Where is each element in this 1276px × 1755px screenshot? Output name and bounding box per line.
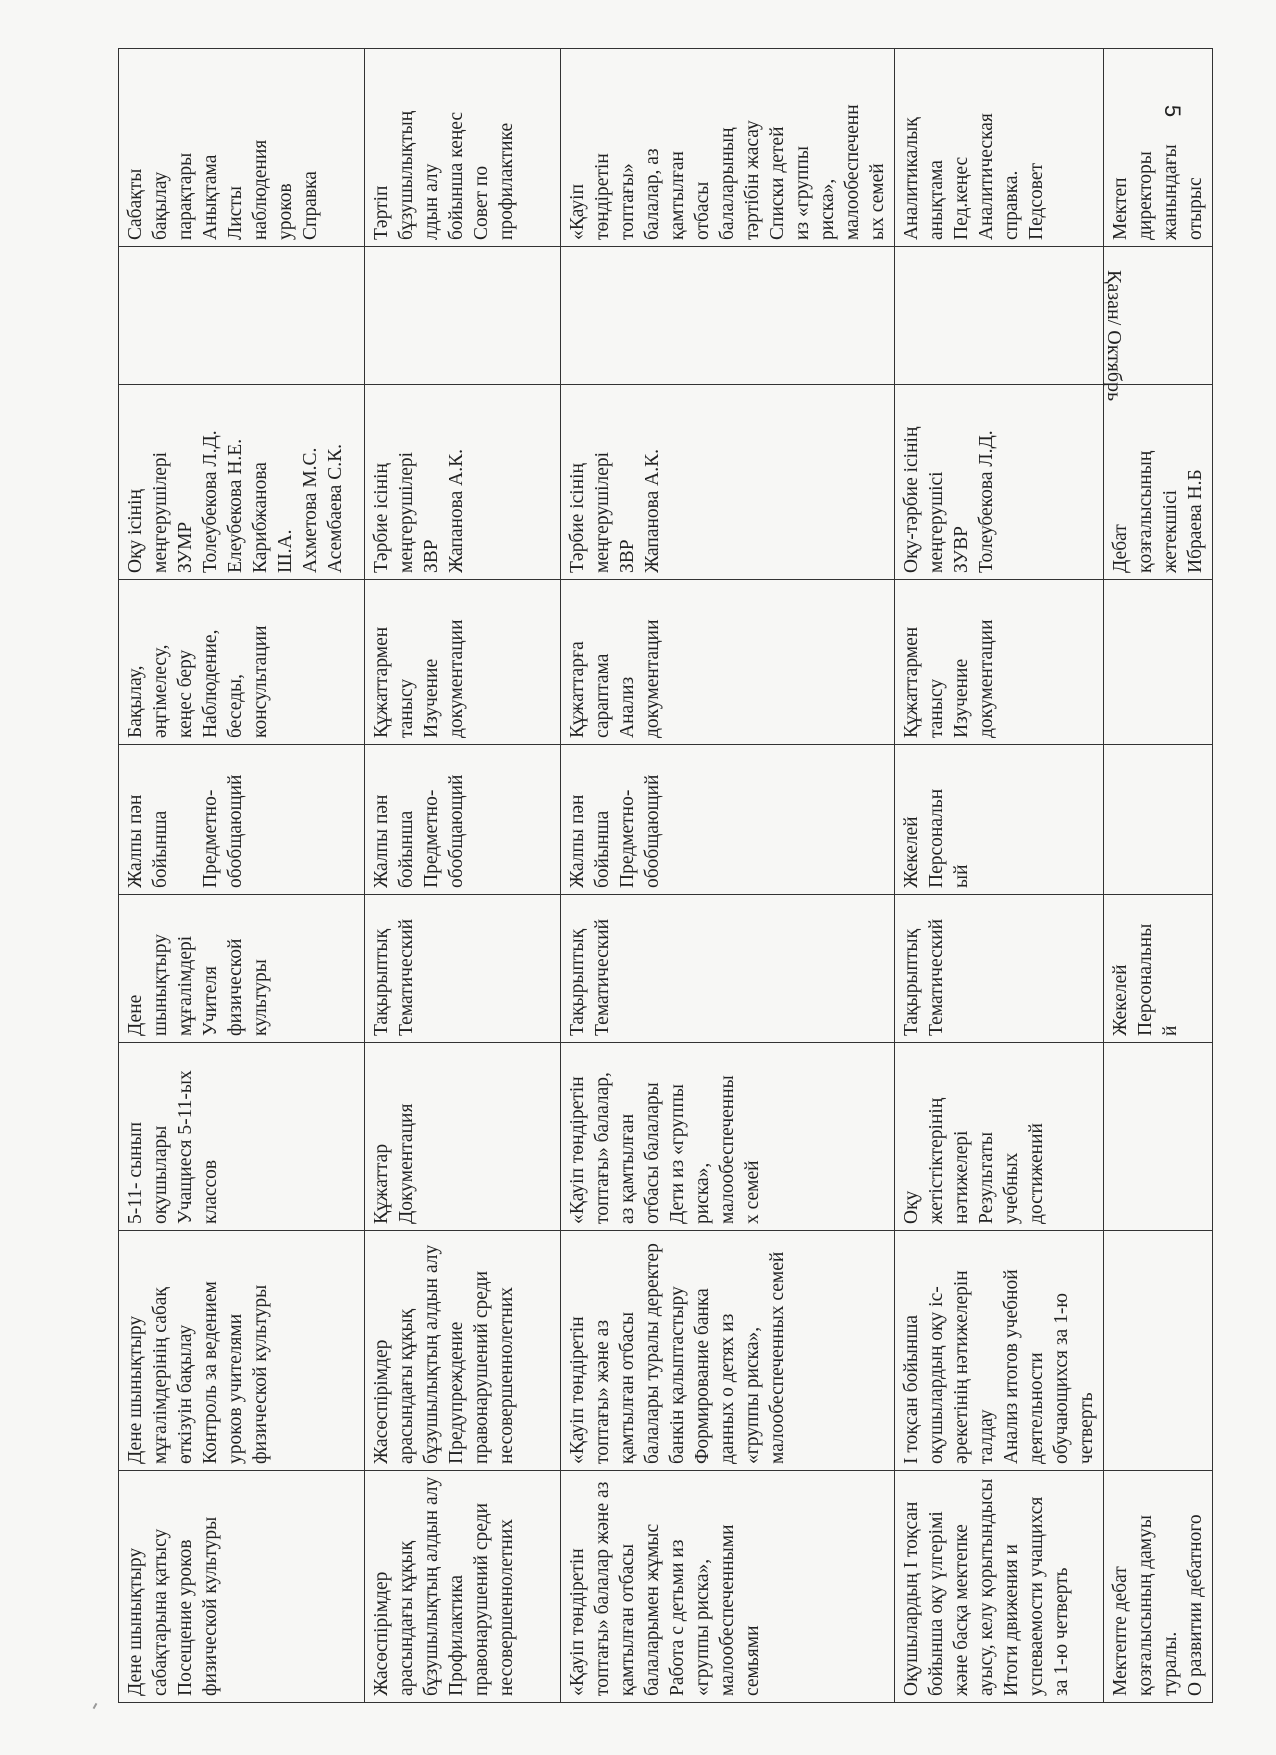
cell-line [173, 751, 198, 888]
object-cell [561, 1043, 895, 1231]
cell-line: Справка [300, 171, 321, 240]
place-cell [561, 247, 895, 385]
cell-line: риска», [692, 1162, 713, 1224]
cell-line: туралы. [1160, 1631, 1181, 1696]
goal-cell [119, 1231, 365, 1471]
result-cell [561, 49, 895, 247]
object-cell [119, 1043, 365, 1231]
cell-line: жетістіктерінің [926, 1097, 947, 1224]
cell-line: данных о детях из [717, 1313, 738, 1464]
cell-line: Списки детей [767, 126, 788, 240]
cell-line: қозғалысының дамуы [1135, 1515, 1156, 1696]
page-number: 5 [1160, 104, 1186, 118]
methods-cell [561, 580, 895, 745]
cell-line: бойынша [592, 810, 613, 888]
cell-line: ЗУВР [951, 526, 972, 573]
place-cell [119, 247, 365, 385]
cell-line: Листы [225, 186, 246, 240]
table-row [561, 49, 895, 1703]
cell-line: Жалпы пән [371, 794, 392, 888]
cell-line: Предметно- [617, 789, 638, 888]
object-cell [895, 1043, 1104, 1231]
cell-line: культуры [250, 959, 271, 1036]
cell-line: классов [200, 1159, 221, 1224]
cell-line: малообеспеченных семей [767, 1251, 788, 1464]
form-cell [119, 745, 365, 895]
cell-line: меңгерушісі [926, 471, 947, 573]
cell-line: Мектепте дебат [1110, 1566, 1131, 1696]
cell-line: Жалпы пән [125, 794, 146, 888]
table-row [119, 49, 365, 1703]
topic-cell [561, 1471, 895, 1703]
methods-cell [119, 580, 365, 745]
result-cell [365, 49, 561, 247]
cell-line: Оқу ісінің [125, 489, 146, 573]
cell-line: сабақтарына қатысу [150, 1528, 171, 1696]
cell-line: қамтылған отбасы [617, 1543, 638, 1696]
cell-line: Оқу-тәрбие ісінің [901, 426, 922, 573]
cell-line: ЗУМР [175, 521, 196, 573]
form-cell [1104, 745, 1213, 895]
cell-line: обучающихся за 1-ю [1051, 1293, 1072, 1464]
cell-line: бойынша оқу үлгерімі [926, 1511, 947, 1696]
cell-line: Тәртіп [371, 185, 392, 240]
cell-line: риска», [817, 178, 838, 240]
cell-line: Тәрбие ісінің [567, 463, 588, 573]
cell-line: Елеубекова Н.Е. [225, 438, 246, 573]
cell-line: отбасы [692, 181, 713, 240]
type-cell [119, 895, 365, 1043]
cell-line: кеңес беру [175, 649, 196, 738]
form-cell [895, 745, 1104, 895]
cell-line: топтағы» [617, 163, 638, 240]
cell-line: Наблюдение, [200, 629, 221, 738]
cell-line: лдын алу [421, 163, 442, 240]
cell-line: Тақырыптық [567, 928, 588, 1036]
cell-line: бойынша кеңес [446, 111, 467, 240]
cell-line: Формирование банка [692, 1288, 713, 1464]
cell-line: Сабақты [125, 168, 146, 240]
cell-line: Пед.кеңес [951, 156, 972, 240]
cell-line: «группы риска», [692, 1558, 713, 1696]
result-cell [119, 49, 365, 247]
cell-line: «Қауіп төндіретін [567, 1548, 588, 1696]
cell-line: справка. [1001, 170, 1022, 240]
cell-line: й [1160, 1025, 1181, 1036]
cell-line: бұзушылықтың алдын алу [421, 1244, 442, 1464]
cell-line: жетекшісі [1160, 489, 1181, 573]
cell-line: балаларының [717, 127, 738, 240]
cell-line: директоры [1135, 151, 1156, 240]
cell-line: балаларымен жұмыс [642, 1523, 663, 1696]
topic-cell [1104, 1471, 1213, 1703]
cell-line: оқушылардың оқу іс- [926, 1286, 947, 1464]
cell-line: Толеубекова Л.Д. [200, 430, 221, 573]
cell-line: физической культуры [250, 1284, 271, 1464]
object-cell [365, 1043, 561, 1231]
cell-line: Жекелей [901, 816, 922, 888]
cell-line: талдау [976, 1409, 997, 1464]
cell-line: Предметно- [200, 789, 221, 888]
cell-line: документации [446, 619, 467, 738]
cell-line: достижений [1026, 1123, 1047, 1224]
cell-line: за 1-ю четверть [1051, 1567, 1072, 1696]
cell-line: О развитии дебатного [1185, 1514, 1206, 1696]
cell-line: Жасөспірімдер [371, 1339, 392, 1464]
cell-line: Тақырыптық [901, 928, 922, 1036]
scan-mark [93, 1703, 98, 1709]
cell-line: Жапанова А.К. [642, 449, 663, 573]
topic-cell [119, 1471, 365, 1703]
cell-line: 5-11- сынып [125, 1121, 146, 1224]
cell-line: Ахметова М.С. [300, 447, 321, 573]
cell-line: танысу [396, 678, 417, 738]
goal-cell [561, 1231, 895, 1471]
month-label-wrap [1102, 270, 1132, 430]
cell-line: Учащиеся 5-11-ых [175, 1070, 196, 1224]
topic-cell [365, 1471, 561, 1703]
cell-line: Оқушылардың І тоқсан [901, 1501, 922, 1696]
cell-line: «Қауіп [567, 183, 588, 240]
result-cell [1104, 49, 1213, 247]
cell-line: Жекелей [1110, 964, 1131, 1036]
cell-line: Құжаттармен [901, 626, 922, 738]
month-label: Қазан/ Октябрь [1103, 270, 1125, 402]
cell-line: Учителя [200, 966, 221, 1036]
cell-line: ый [951, 864, 972, 888]
cell-line: топтағы» балалар және аз [592, 1481, 613, 1696]
cell-line: семьями [742, 1625, 763, 1696]
cell-line: деятельности [1026, 1352, 1047, 1464]
cell-line: анықтама [926, 160, 947, 240]
cell-line: малообеспеченными [717, 1524, 738, 1696]
cell-line: правонарушений среди [471, 1270, 492, 1464]
responsible-cell [119, 385, 365, 580]
cell-line: Тақырыптық [371, 928, 392, 1036]
cell-line: меңгерушілері [150, 451, 171, 573]
cell-line: меңгерушілері [396, 451, 417, 573]
cell-line: Профилактика [446, 1574, 467, 1696]
cell-line: Асембаева С.К. [325, 444, 346, 573]
cell-line: Аналитическая [976, 113, 997, 240]
cell-line: Результаты [976, 1131, 997, 1224]
place-cell [895, 247, 1104, 385]
cell-line: Толеубекова Л.Д. [976, 430, 997, 573]
form-cell [561, 745, 895, 895]
cell-line: тәртібін жасау [742, 120, 763, 240]
cell-line: малообеспеченн [842, 104, 863, 240]
responsible-cell [561, 385, 895, 580]
type-cell [365, 895, 561, 1043]
cell-line: аз қамтылған [617, 1113, 638, 1224]
cell-line: Оқу [901, 1190, 922, 1224]
cell-line: І тоқсан бойынша [901, 1314, 922, 1464]
cell-line: өткізуін бақылау [175, 1324, 196, 1464]
cell-line: меңгерушілері [592, 451, 613, 573]
cell-line: Предметно- [421, 789, 442, 888]
cell-line: қозғалысының [1135, 450, 1156, 573]
cell-line: Ибраева Н.Б [1185, 469, 1206, 573]
cell-line: танысу [926, 678, 947, 738]
type-cell [1104, 895, 1213, 1043]
cell-line: топтағы» балалар, [592, 1072, 613, 1224]
table-row [365, 49, 561, 1703]
cell-line: Жасөспірімдер [371, 1571, 392, 1696]
goal-cell [895, 1231, 1104, 1471]
cell-line: успеваемости учащихся [1026, 1496, 1047, 1696]
goal-cell [365, 1231, 561, 1471]
cell-line: Педсовет [1026, 162, 1047, 240]
cell-line: бойынша [150, 810, 171, 888]
cell-line: әрекетінің нәтижелерін [951, 1270, 972, 1464]
cell-line: отырыс [1185, 177, 1206, 240]
cell-line: Документация [396, 1103, 417, 1224]
cell-line: «Қауіп төндіретін [567, 1076, 588, 1224]
cell-line: уроков учителями [225, 1313, 246, 1464]
cell-line: Тематический [592, 918, 613, 1036]
object-cell [1104, 1043, 1213, 1231]
cell-line: физической культуры [200, 1516, 221, 1696]
cell-line: Құжаттармен [371, 626, 392, 738]
cell-line: правонарушений среди [471, 1502, 492, 1696]
cell-line: Изучение [421, 658, 442, 738]
cell-line: Персональн [926, 788, 947, 888]
cell-line: малообеспеченны [717, 1075, 738, 1224]
cell-line: шынықтыру [150, 934, 171, 1036]
rotated-table-container [118, 49, 1206, 1703]
goal-cell [1104, 1231, 1213, 1471]
cell-line: қамтылған [667, 151, 688, 240]
cell-line: документации [976, 619, 997, 738]
cell-line: отбасы балалары [642, 1082, 663, 1224]
cell-line: обобщающий [225, 774, 246, 888]
responsible-cell [365, 385, 561, 580]
cell-line: ых семей [867, 163, 888, 240]
cell-line: нәтижелері [951, 1130, 972, 1224]
cell-line: Анализ итогов учебной [1001, 1269, 1022, 1464]
control-plan-table [118, 48, 1213, 1703]
cell-line: Предупреждение [446, 1321, 467, 1464]
cell-line: балалар, аз [642, 148, 663, 240]
cell-line: ЗВР [617, 539, 638, 573]
cell-line: Итоги движения и [1001, 1544, 1022, 1696]
cell-line: қамтылған отбасы [617, 1311, 638, 1464]
cell-line: Тематический [926, 918, 947, 1036]
cell-line: Тематический [396, 918, 417, 1036]
cell-line: Тәрбие ісінің [371, 463, 392, 573]
cell-line: Құжаттар [371, 1143, 392, 1224]
cell-line: арасындағы құқық [396, 1308, 417, 1464]
type-cell [895, 895, 1104, 1043]
methods-cell [895, 580, 1104, 745]
cell-line: Ш.А. [275, 529, 296, 573]
cell-line: обобщающий [446, 774, 467, 888]
cell-line: бұзушылықтың алдын алу [421, 1476, 442, 1696]
cell-line: Дети из «группы [667, 1083, 688, 1224]
cell-line: бойынша [396, 810, 417, 888]
cell-line: әңгімелесу, [150, 644, 171, 738]
cell-line: Аналитикалық [901, 117, 922, 240]
cell-line: Совет по [471, 165, 492, 240]
cell-line: төндіретін [592, 153, 613, 240]
cell-line: бұзушылықтың [396, 110, 417, 240]
cell-line: из «группы [792, 146, 813, 240]
cell-line: несовершеннолетних [496, 1518, 517, 1696]
form-cell [365, 745, 561, 895]
cell-line: балалары туралы деректер [642, 1243, 663, 1464]
cell-line: консультации [250, 625, 271, 738]
cell-line: сараптама [592, 653, 613, 738]
cell-line: арасындағы құқық [396, 1540, 417, 1696]
cell-line: «группы риска», [742, 1326, 763, 1464]
cell-line: документации [642, 619, 663, 738]
cell-line: учебных [1001, 1152, 1022, 1224]
cell-line: және басқа мектепке [951, 1524, 972, 1696]
cell-line: Дене [125, 994, 146, 1036]
cell-line: профилактике [496, 122, 517, 240]
cell-line: Мектеп [1110, 177, 1131, 240]
result-cell [895, 49, 1104, 247]
cell-line: Работа с детьми из [667, 1539, 688, 1696]
cell-line: четверть [1076, 1392, 1097, 1464]
place-cell [365, 247, 561, 385]
cell-line: обобщающий [642, 774, 663, 888]
cell-line: Құжаттарға [567, 641, 588, 738]
cell-line: Дене шынықтыру [125, 1315, 146, 1464]
cell-line: топтағы» және аз [592, 1319, 613, 1464]
cell-line: Посещение уроков [175, 1539, 196, 1696]
cell-line: Жапанова А.К. [446, 449, 467, 573]
cell-line: уроков [275, 183, 296, 240]
cell-line: «Қауіп төндіретін [567, 1316, 588, 1464]
cell-line: оқушылары [150, 1125, 171, 1224]
cell-line: бақылау [150, 171, 171, 240]
cell-line: Дебат [1110, 524, 1131, 573]
cell-line: беседы, [225, 674, 246, 738]
type-cell [561, 895, 895, 1043]
cell-line: Карибжанова [250, 462, 271, 573]
cell-line: Жалпы пән [567, 794, 588, 888]
cell-line: Изучение [951, 658, 972, 738]
cell-line: мұғалімдерінің сабақ [150, 1287, 171, 1464]
cell-line: парақтары [175, 152, 196, 240]
cell-line: Контроль за ведением [200, 1281, 221, 1464]
cell-line: мұғалімдері [175, 935, 196, 1036]
cell-line: физической [225, 938, 246, 1036]
cell-line: банкін қалыптастыру [667, 1286, 688, 1464]
cell-line: Бақылау, [125, 665, 146, 738]
cell-line: Анықтама [200, 154, 221, 240]
cell-line: ЗВР [421, 539, 442, 573]
methods-cell [365, 580, 561, 745]
methods-cell [1104, 580, 1213, 745]
cell-line: Дене шынықтыру [125, 1547, 146, 1696]
cell-line: ауысу, келу қорытындысы [976, 1478, 997, 1696]
responsible-cell [895, 385, 1104, 580]
cell-line: несовершеннолетних [496, 1286, 517, 1464]
cell-line: жанындағы [1160, 144, 1181, 240]
topic-cell [895, 1471, 1104, 1703]
cell-line: Персональны [1135, 923, 1156, 1036]
cell-line: х семей [742, 1160, 763, 1224]
cell-line: Анализ [617, 676, 638, 738]
table-row [895, 49, 1104, 1703]
cell-line: наблюдения [250, 139, 271, 240]
